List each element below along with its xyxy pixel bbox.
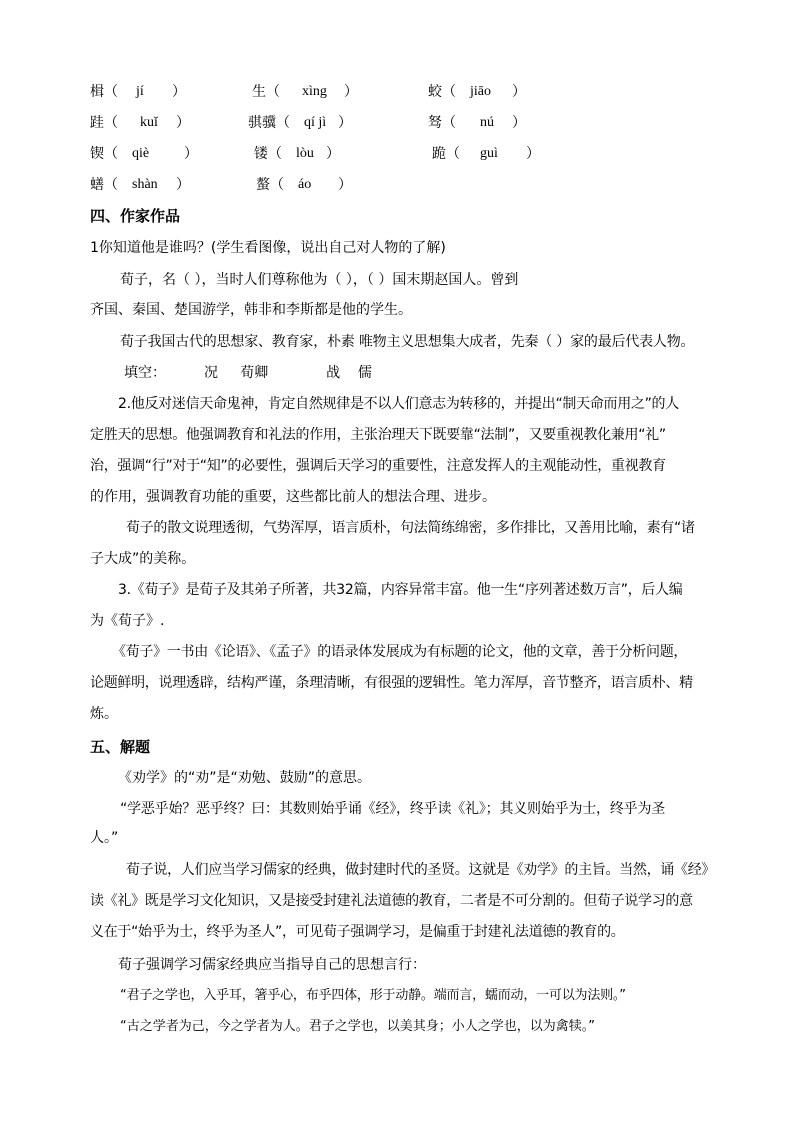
quote-line: “君子之学也，入乎耳，箸乎心，布乎四体，形于动静。端而言，蠕而动，一可以为法则。”: [120, 988, 626, 1003]
section-heading: 四、作家作品: [90, 207, 181, 225]
pinyin-close: ）: [176, 177, 190, 193]
pinyin-answer: nú: [480, 115, 494, 130]
paragraph-line: 《劝学》的“劝”是“劝勉、鼓励”的意思。: [118, 770, 372, 786]
pinyin-close: ）: [172, 84, 186, 100]
paragraph-line: 炼。: [90, 706, 118, 722]
paragraph-line: 3.《荀子》是荀子及其弟子所著，共32篇，内容异常丰富。他一生“序列著述数万言”，后人编: [118, 582, 683, 598]
paragraph-line: 为《荀子》.: [90, 613, 165, 629]
paragraph-line: 的作用，强调教育功能的重要，这些都比前人的想法合理、进步。: [90, 489, 496, 505]
pinyin-char: 驽（: [428, 115, 456, 131]
pinyin-char: 跬（: [90, 115, 118, 131]
pinyin-char: 镂（: [254, 146, 282, 162]
paragraph-line: 荀子我国古代的思想家、教育家，朴素 唯物主义思想集大成者，先秦（ ）家的最后代表人物。: [120, 334, 695, 350]
pinyin-char: 蛟（: [428, 84, 456, 100]
pinyin-answer: shàn: [132, 177, 158, 192]
pinyin-answer: lòu: [296, 146, 314, 161]
pinyin-char: 跪（: [432, 146, 460, 162]
paragraph-line: 治，强调“行”对于“知”的必要性，强调后天学习的重要性，注意发挥人的主观能动性，重视教育: [90, 458, 666, 474]
pinyin-close: ）: [512, 84, 526, 100]
section-heading: 五、解题: [90, 738, 151, 756]
pinyin-close: ）: [512, 115, 526, 131]
pinyin-answer: jiāo: [470, 84, 491, 99]
paragraph-line: 《荀子》一书由《论语》、《孟子》的语录体发展成为有标题的论文，他的文章，善于分析问题，: [112, 644, 688, 660]
quote-line: “古之学者为己，今之学者为人。君子之学也，以美其身；小人之学也，以为禽犊。”: [120, 1019, 595, 1034]
pinyin-close: ）: [176, 115, 190, 131]
pinyin-answer: kuǐ: [140, 115, 158, 130]
question-line: 1你知道他是谁吗？(学生看图像，说出自己对人物的了解): [90, 240, 446, 256]
paragraph-line: 荀子说，人们应当学习儒家的经典，做封建时代的圣贤。这就是《劝学》的主旨。当然，诵《经》: [126, 862, 716, 878]
fill-answers: 况 荀卿 战 儒: [204, 365, 372, 381]
paragraph-line: 荀子的散文说理透彻，气势浑厚，语言质朴，句法简练绵密，多作排比，又善用比喻，素有“诸: [126, 520, 695, 536]
pinyin-close: ）: [338, 115, 352, 131]
pinyin-close: ）: [338, 177, 352, 193]
pinyin-char: 锲（: [90, 146, 118, 162]
fill-label: 填空：: [124, 365, 166, 381]
paragraph-line: 定胜天的思想。他强调教育和礼法的作用，主张治理天下既要靠“法制”，又要重视教化兼用“礼”: [90, 427, 666, 443]
paragraph-line: 荀子，名（ ），当时人们尊称他为（ ），（ ）国末期赵国人。曾到: [120, 272, 519, 288]
paragraph-line: 子大成”的美称。: [90, 551, 196, 567]
pinyin-close: ）: [344, 84, 358, 100]
paragraph-line: 荀子强调学习儒家经典应当指导自己的思想言行：: [118, 957, 426, 973]
paragraph-line: “学恶乎始？恶乎终？曰：其数则始乎诵《经》，终乎读《礼》；其义则始乎为士，终乎为圣: [120, 801, 666, 817]
pinyin-answer: jí: [136, 84, 144, 99]
pinyin-answer: xìng: [302, 84, 327, 99]
paragraph-line: 2.他反对迷信天命鬼神，肯定自然规律是不以人们意志为转移的，并提出“制天命而用之”的人: [118, 396, 679, 412]
pinyin-char: 楫（: [90, 84, 118, 100]
paragraph-line: 人。”: [90, 830, 119, 846]
pinyin-close: ）: [526, 146, 540, 162]
paragraph-line: 义在于“始乎为士，终乎为圣人”，可见荀子强调学习，是偏重于封建礼法道德的教育的。: [90, 924, 625, 940]
pinyin-char: 螯（: [256, 177, 284, 193]
paragraph-line: 读《礼》既是学习文化知识，又是接受封建礼法道德的教育，二者是不可分割的。但荀子说学习的意: [90, 893, 693, 909]
pinyin-char: 生（: [252, 84, 280, 100]
paragraph-line: 论题鲜明，说理透辟，结构严谨，条理清晰，有很强的逻辑性。笔力浑厚，音节整齐，语言质朴、精: [90, 675, 693, 691]
pinyin-answer: guì: [480, 146, 498, 161]
pinyin-answer: áo: [298, 177, 312, 192]
pinyin-char: 骐骥（: [248, 115, 290, 131]
pinyin-char: 蟮（: [90, 177, 118, 193]
paragraph-line: 齐国、秦国、楚国游学，韩非和李斯都是他的学生。: [90, 302, 412, 318]
pinyin-close: ）: [184, 146, 198, 162]
pinyin-answer: qiè: [132, 146, 150, 161]
pinyin-close: ）: [326, 146, 340, 162]
pinyin-answer: qí jì: [304, 115, 327, 130]
